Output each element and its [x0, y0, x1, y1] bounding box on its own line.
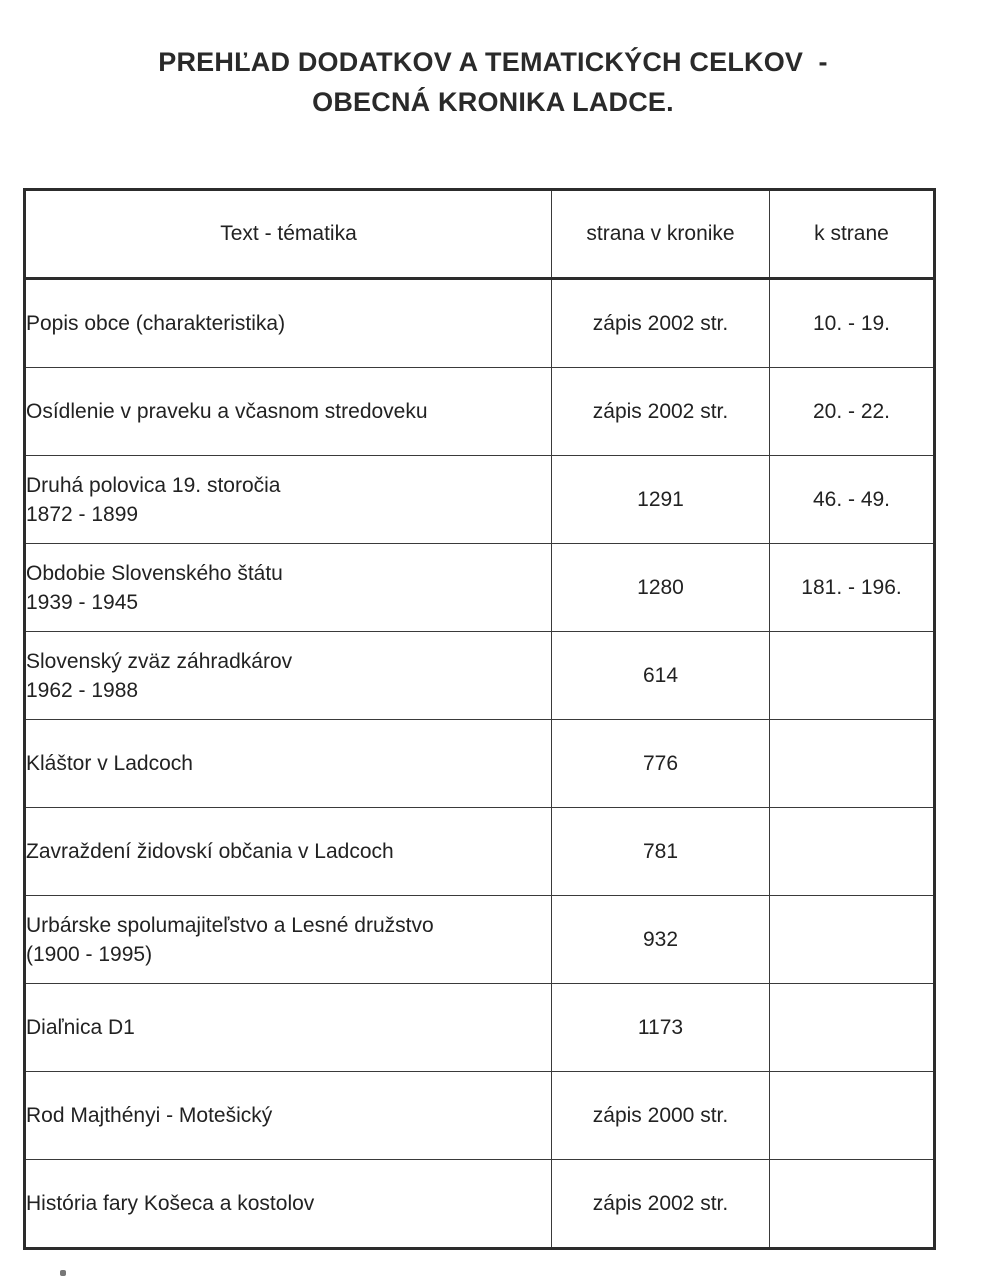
page-cell: 1173 [552, 984, 770, 1072]
topic-cell [25, 279, 552, 368]
header-page: strana v kronike [552, 190, 770, 279]
table-row [25, 368, 935, 456]
document-title [0, 42, 986, 122]
ref-cell: 46. - 49. [770, 456, 935, 544]
contents-table [23, 188, 936, 1250]
topic-cell [25, 368, 552, 456]
ref-cell [770, 896, 935, 984]
topic-line: 1872 - 1899 [26, 502, 139, 526]
ref-cell [770, 1072, 935, 1160]
page-cell: 614 [552, 632, 770, 720]
table-row [25, 1160, 935, 1249]
header-topic: Text - tématika [25, 190, 552, 279]
scan-speck [60, 1270, 66, 1276]
topic-cell [25, 456, 552, 544]
topic-line: (1900 - 1995) [26, 942, 153, 966]
topic-cell [25, 984, 552, 1072]
table-row [25, 896, 935, 984]
page-cell: zápis 2000 str. [552, 1072, 770, 1160]
ref-cell: 10. - 19. [770, 279, 935, 368]
table-row [25, 279, 935, 368]
table-row [25, 720, 935, 808]
topic-cell [25, 808, 552, 896]
page-cell: zápis 2002 str. [552, 1160, 770, 1249]
topic-cell [25, 720, 552, 808]
topic-line: 1939 - 1945 [26, 590, 139, 614]
page-cell: 1280 [552, 544, 770, 632]
page-cell: 932 [552, 896, 770, 984]
ref-cell [770, 984, 935, 1072]
table-row [25, 456, 935, 544]
ref-cell: 181. - 196. [770, 544, 935, 632]
page-cell: 776 [552, 720, 770, 808]
table-header [25, 190, 935, 279]
topic-cell [25, 1072, 552, 1160]
table-row [25, 984, 935, 1072]
table-row [25, 808, 935, 896]
table-row [25, 1072, 935, 1160]
table-body [25, 279, 935, 1249]
topic-line: Druhá polovica 19. storočia [26, 473, 281, 497]
header-ref: k strane [770, 190, 935, 279]
table-row [25, 544, 935, 632]
topic-line: Zavraždení židovskí občania v Ladcoch [26, 840, 394, 863]
table-row [25, 632, 935, 720]
topic-line: Slovenský zväz záhradkárov [26, 649, 293, 673]
topic-cell [25, 896, 552, 984]
topic-line: Popis obce (charakteristika) [26, 312, 286, 335]
title-line-1: PREHĽAD DODATKOV A TEMATICKÝCH CELKOV - [158, 47, 828, 77]
topic-line: Rod Majthényi - Motešický [26, 1104, 273, 1127]
page-cell: zápis 2002 str. [552, 368, 770, 456]
page-cell: 781 [552, 808, 770, 896]
topic-line: 1962 - 1988 [26, 678, 139, 702]
topic-line: Kláštor v Ladcoch [26, 752, 193, 775]
topic-line: Osídlenie v praveku a včasnom stredoveku [26, 400, 428, 423]
ref-cell [770, 632, 935, 720]
topic-line: Diaľnica D1 [26, 1016, 135, 1039]
title-line-2: OBECNÁ KRONIKA LADCE. [312, 87, 674, 117]
topic-line: História fary Košeca a kostolov [26, 1192, 315, 1215]
topic-line: Urbárske spolumajiteľstvo a Lesné družstvo [26, 913, 434, 937]
ref-cell [770, 720, 935, 808]
ref-cell [770, 1160, 935, 1249]
ref-cell [770, 808, 935, 896]
topic-cell [25, 1160, 552, 1249]
ref-cell: 20. - 22. [770, 368, 935, 456]
topic-cell [25, 544, 552, 632]
page-cell: 1291 [552, 456, 770, 544]
header-row [25, 190, 935, 279]
topic-cell [25, 632, 552, 720]
topic-line: Obdobie Slovenského štátu [26, 561, 283, 585]
page-cell: zápis 2002 str. [552, 279, 770, 368]
